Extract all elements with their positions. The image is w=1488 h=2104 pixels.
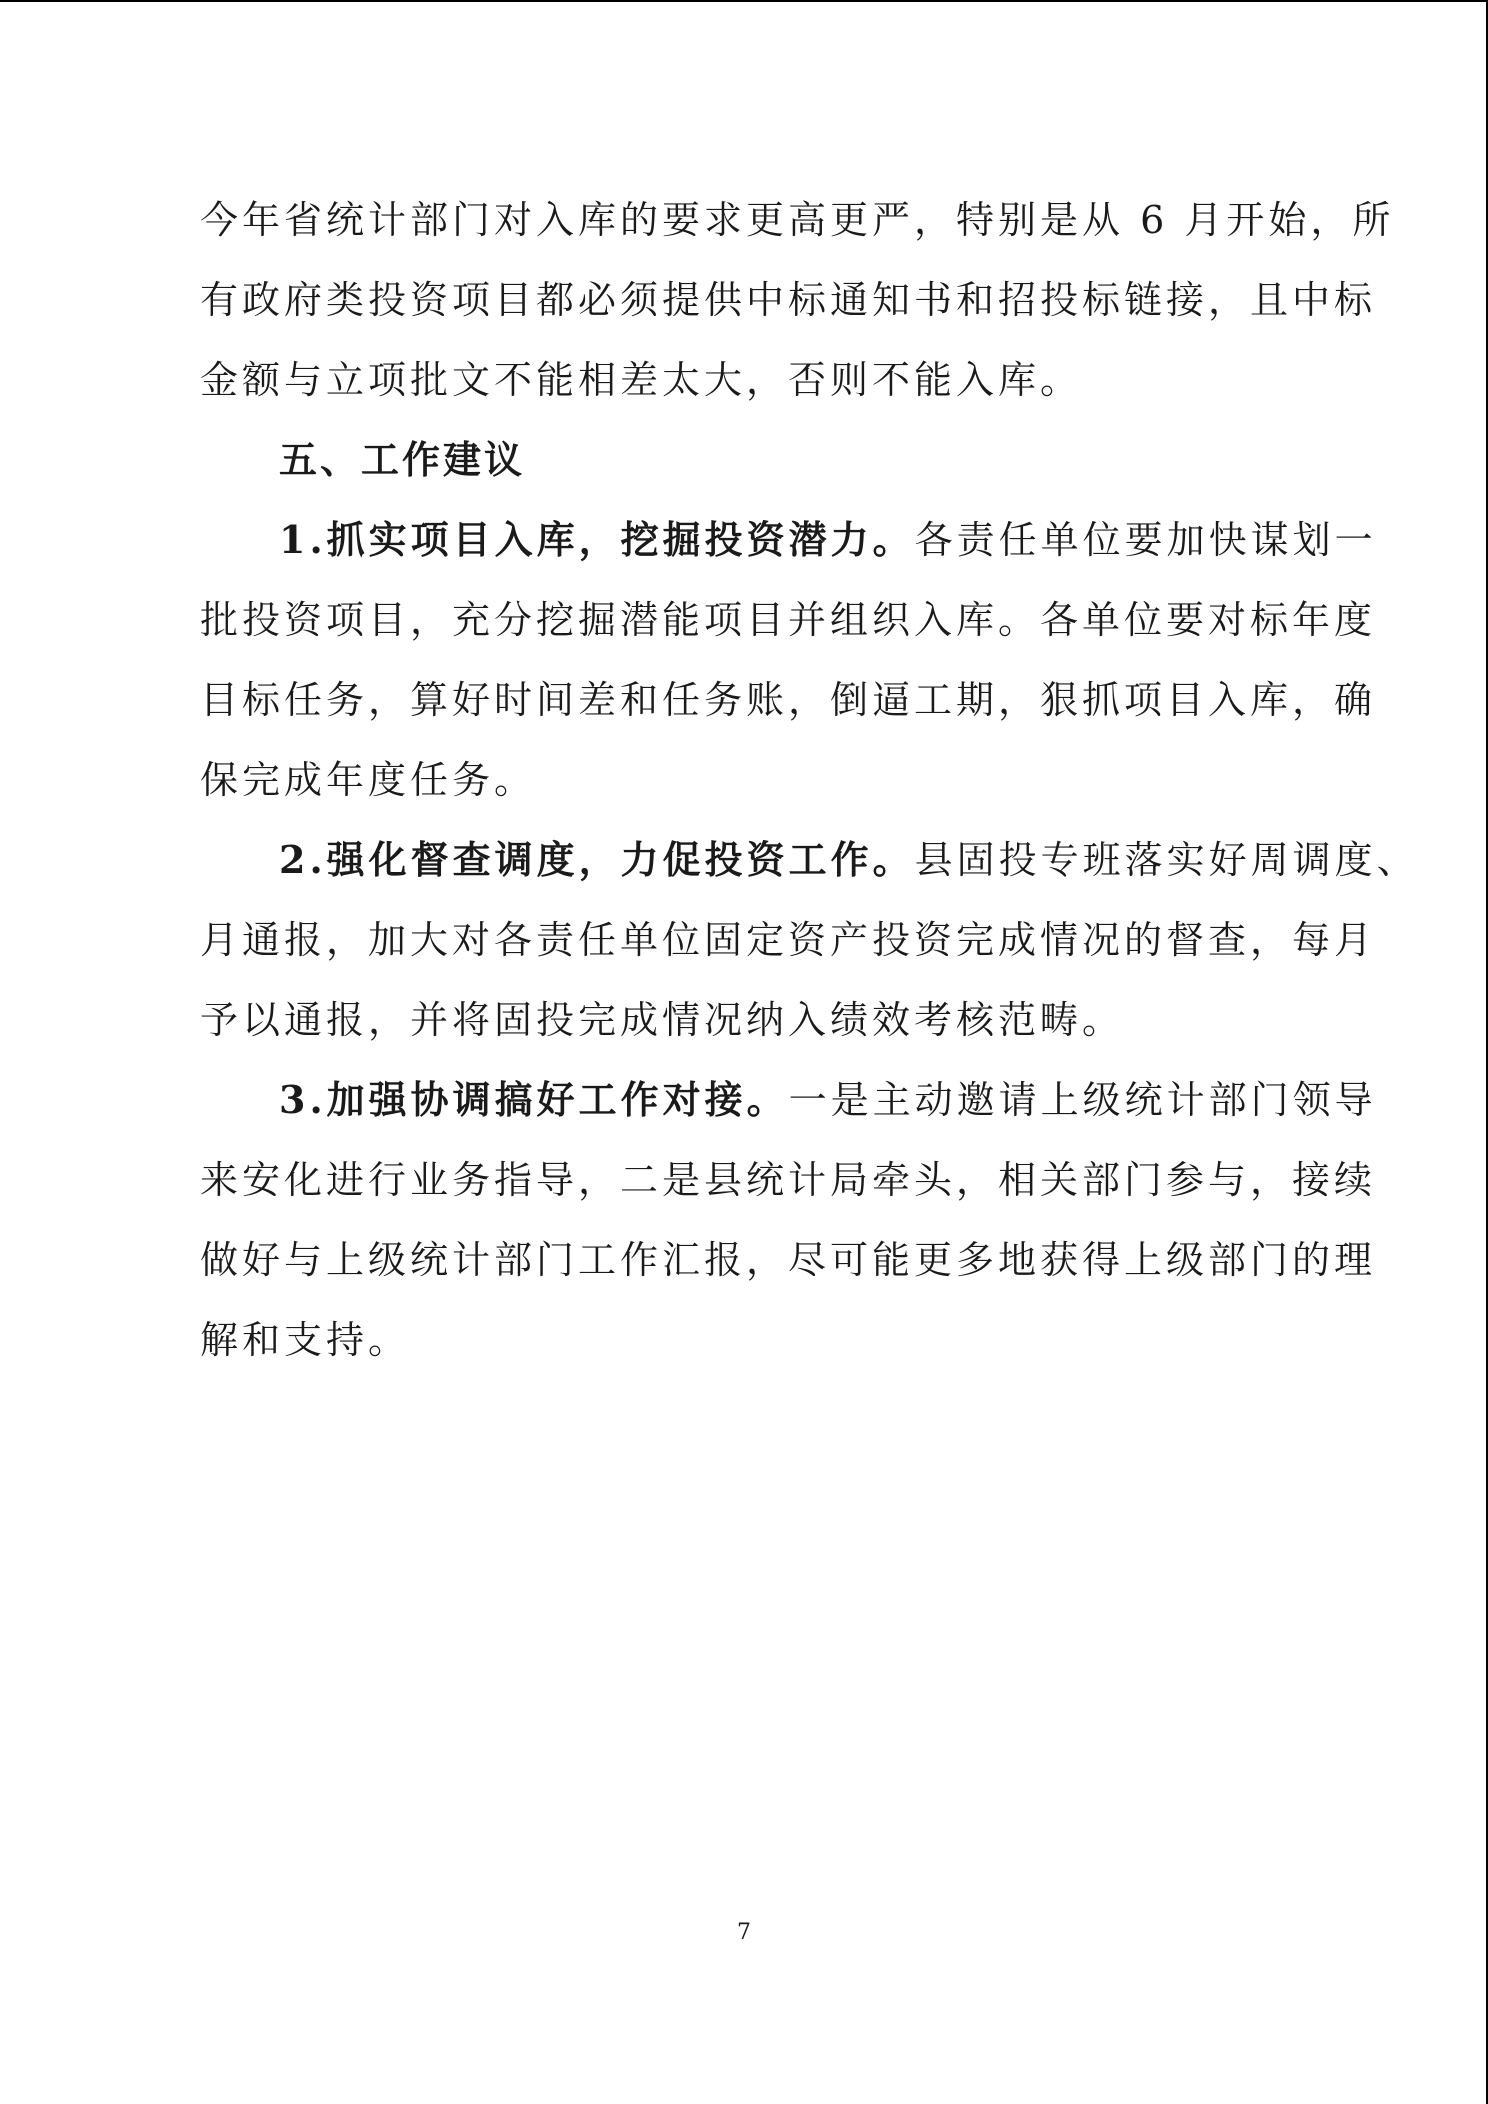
text-line: 来安化进行业务指导，二是县统计局牵头，相关部门参与，接续	[200, 1158, 1377, 1202]
text-line	[200, 1060, 1377, 1140]
text-line: 做好与上级统计部门工作汇报，尽可能更多地获得上级部门的理	[200, 1238, 1377, 1282]
item-lead: 3.加强协调搞好工作对接。	[279, 1077, 789, 1122]
document-body	[200, 180, 1419, 1380]
list-item	[200, 1060, 1377, 1380]
text-line: 予以通报，并将固投完成情况纳入绩效考核范畴。	[200, 998, 1125, 1042]
text-line: 批投资项目，充分挖掘潜能项目并组织入库。各单位要对标年度	[200, 598, 1377, 642]
item-text: 一是主动邀请上级统计部门领导	[788, 1078, 1377, 1122]
item-text: 县固投专班落实好周调度、	[914, 838, 1419, 882]
text-line: 目标任务，算好时间差和任务账，倒逼工期，狠抓项目入库，确	[200, 678, 1377, 722]
item-lead: 1.抓实项目入库，挖掘投资潜力。	[279, 517, 915, 562]
text-line	[200, 820, 1419, 900]
page-top-border	[0, 0, 1488, 2]
list-item	[200, 820, 1419, 1060]
text-line: 保完成年度任务。	[200, 758, 537, 802]
text-line: 有政府类投资项目都必须提供中标通知书和招投标链接，且中标	[200, 278, 1377, 322]
section-heading: 五、工作建议	[279, 438, 526, 482]
page-number: 7	[737, 1920, 751, 1945]
text-line: 解和支持。	[200, 1318, 411, 1362]
text-line	[200, 500, 1377, 580]
paragraph-requirements	[200, 180, 1395, 420]
text-line: 今年省统计部门对入库的要求更高更严，特别是从 6 月开始，所	[200, 198, 1395, 242]
list-item	[200, 500, 1377, 820]
item-lead: 2.强化督查调度，力促投资工作。	[279, 837, 915, 882]
item-text: 各责任单位要加快谋划一	[914, 518, 1377, 562]
text-line: 金额与立项批文不能相差太大，否则不能入库。	[200, 358, 1083, 402]
text-line: 月通报，加大对各责任单位固定资产投资完成情况的督查，每月	[200, 918, 1377, 962]
